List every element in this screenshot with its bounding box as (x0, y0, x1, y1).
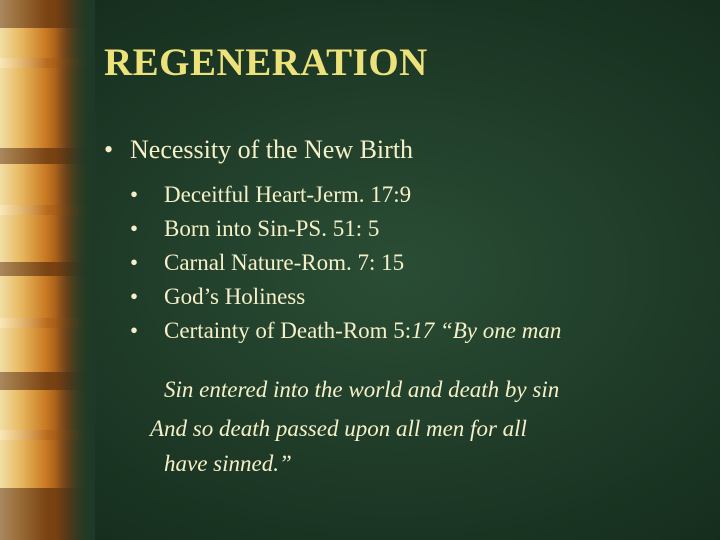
sub-bullet (130, 246, 561, 280)
bullet-icon: • (104, 135, 114, 164)
bullet-icon: • (130, 250, 139, 275)
scripture-quote-line: And so death passed upon all men for all (150, 416, 527, 441)
sub-bullet-text: God’s Holiness (164, 284, 306, 309)
bullet-icon: • (130, 182, 139, 207)
sub-bullet-text: Certainty of Death-Rom 5: (164, 318, 412, 343)
main-bullet (104, 135, 413, 165)
bullet-icon: • (130, 318, 139, 343)
main-bullet-text: Necessity of the New Birth (130, 135, 414, 164)
sub-bullet (130, 280, 561, 314)
sub-bullet-text: Deceitful Heart-Jerm. 17:9 (164, 182, 412, 207)
slide-title: REGENERATION (104, 41, 428, 84)
parchment-scroll-decoration (0, 0, 95, 540)
bullet-icon: • (130, 284, 139, 309)
scroll-fade (55, 0, 95, 540)
sub-bullet (130, 178, 561, 212)
sub-bullet (130, 314, 561, 348)
bullet-icon: • (130, 216, 139, 241)
scripture-quote-start: 17 “By one man (411, 318, 562, 343)
sub-bullet-text: Carnal Nature-Rom. 7: 15 (164, 250, 405, 275)
sub-bullet-text: Born into Sin-PS. 51: 5 (164, 216, 380, 241)
scripture-quote-line: Sin entered into the world and death by sin (164, 377, 560, 402)
sub-bullet (130, 212, 561, 246)
scripture-quote-line: have sinned.” (164, 451, 292, 476)
sub-bullet-list (130, 178, 561, 348)
